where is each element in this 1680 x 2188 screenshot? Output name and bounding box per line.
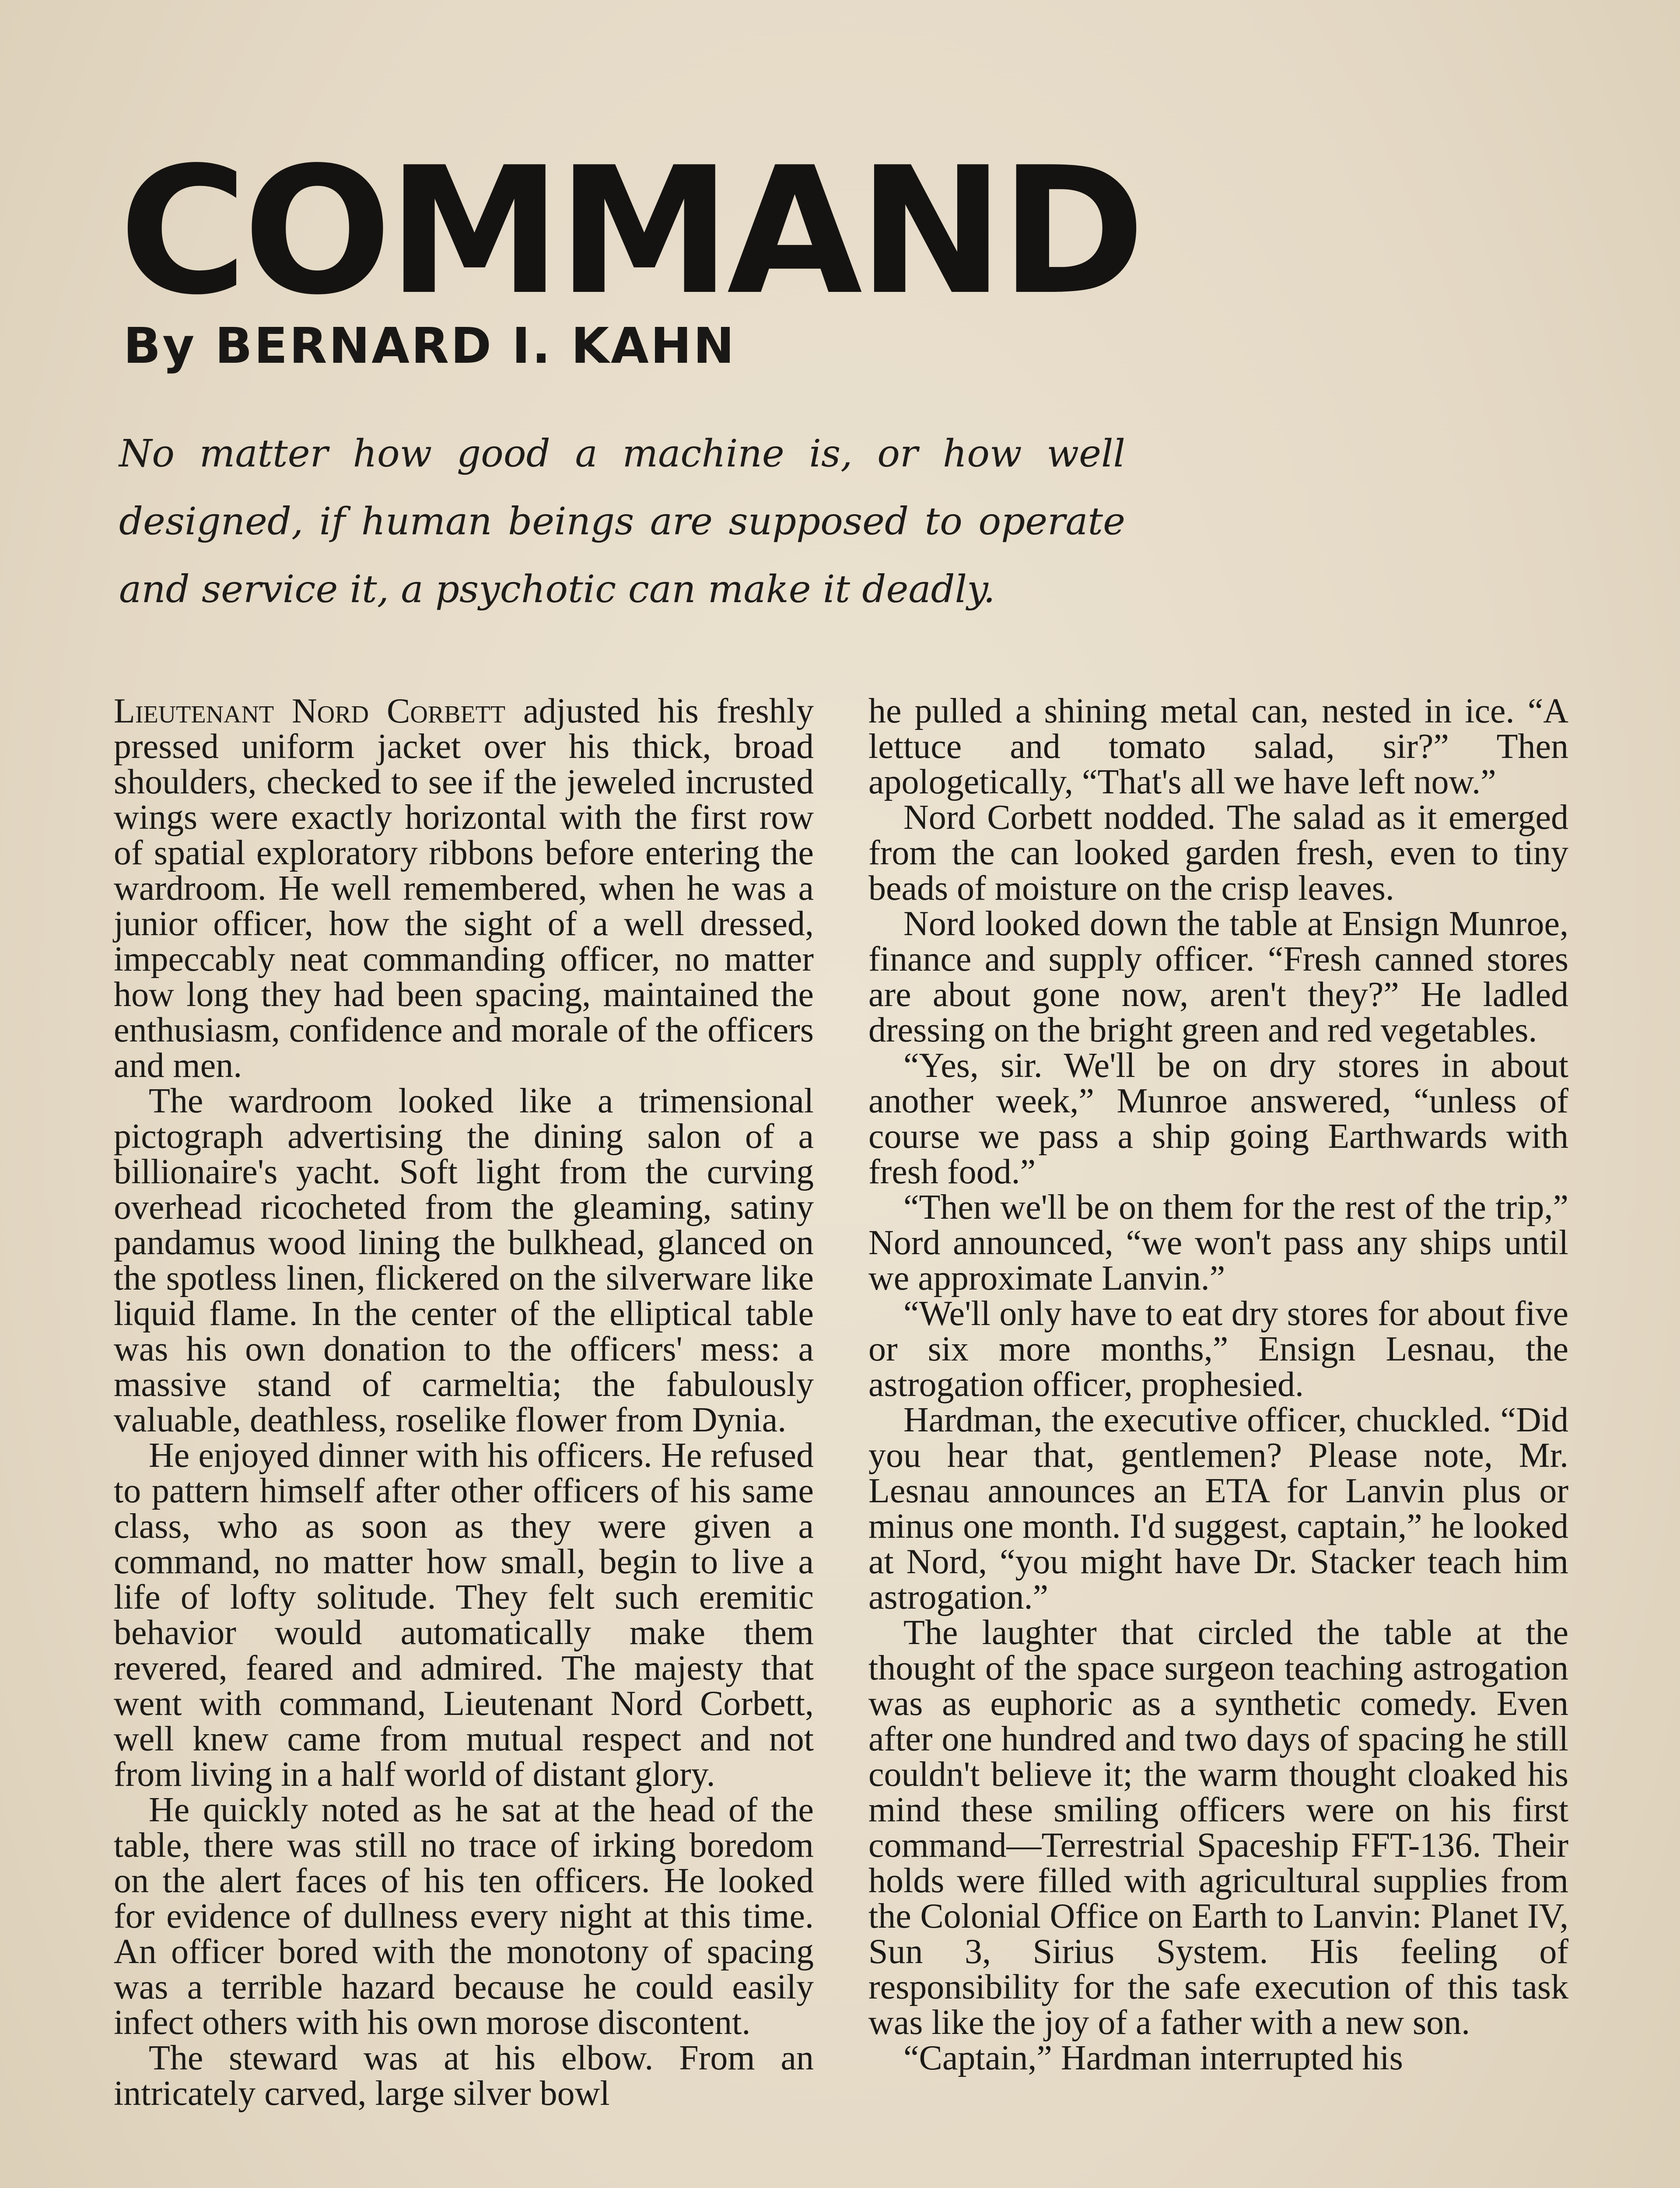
paragraph: Nord Corbett nodded. The salad as it emerged from the can looked garden fresh, even to tiny beads of moisture on the crisp leaves. [868, 798, 1568, 908]
paragraph: The laughter that circled the table at the thought of the space surgeon teaching astrogation was as euphoric as a synthetic comedy. Even after one hundred and two days of spacing he still couldn't believe it; the warm thought cloaked his mind these smiling officers were on his first command—Terrestrial Spaceship FFT-136. Their holds were filled with agricultural supplies from the Colonial Office on Earth to Lanvin: Planet IV, Sun 3, Sirius System. His feeling of responsibility for the safe execution of this task was like the joy of a father with a new son. [868, 1613, 1568, 2042]
paragraph: “Captain,” Hardman interrupted his [903, 2039, 1403, 2077]
paragraph: The wardroom looked like a trimensional pictograph advertising the dining salon of a billionaire's yacht. Soft light from the curving overhead ricocheted from the gleaming, satiny pandamus wood lining the bulkhead, glanced on the spotless linen, flickered on the silverware like liquid flame. In the center of the elliptical table was his own donation to the officers' mess: a massive stand of carmeltia; the fabulously valuable, deathless, roselike flower from Dynia. [114, 1082, 814, 1439]
paragraph: “Then we'll be on them for the rest of the trip,” Nord announced, “we won't pass any ships until we approximate Lanvin.” [868, 1188, 1568, 1297]
paragraph-text: adjusted his freshly pressed uniform jacket over his thick, broad shoulders, checked to see if the jeweled incrusted wings were exactly horizontal with the first row of spatial exploratory ribbons before entering the wardroom. He well remembered, when he was a junior officer, how the sight of a well dressed, impeccably neat commanding officer, no matter how long they had been spacing, maintained the enthusiasm, confidence and morale of the officers and men. [114, 692, 814, 1085]
paragraph: He enjoyed dinner with his officers. He refused to pattern himself after other officers of his same class, who as soon as they were given a command, no matter how small, begin to live a life of lofty solitude. They felt such eremitic behavior would automatically make them revered, feared and admired. The majesty that went with command, Lieutenant Nord Corbett, well knew came from mutual respect and not from living in a half world of distant glory. [114, 1436, 814, 1794]
author-byline: By BERNARD I. KAHN [123, 318, 736, 375]
paragraph [114, 694, 814, 1083]
lead-in-smallcaps: Lieutenant Nord Corbett [114, 692, 506, 730]
paragraph: He quickly noted as he sat at the head of the table, there was still no trace of irking boredom on the alert faces of his ten officers. He looked for evidence of dullness every night at this time. An officer bored with the monotony of spacing was a terrible hazard because he could easily infect others with his own morose discontent. [114, 1791, 814, 2042]
paragraph: “Yes, sir. We'll be on dry stores in about another week,” Munroe answered, “unless of course we pass a ship going Earthwards with fresh food.” [868, 1046, 1568, 1191]
paragraph: The steward was at his elbow. From an intricately carved, large silver bowl [114, 2039, 814, 2113]
paragraph: he pulled a shining metal can, nested in ice. “A lettuce and tomato salad, sir?” Then apologetically, “That's all we have left now.” [868, 692, 1568, 801]
paragraph: Hardman, the executive officer, chuckled. “Did you hear that, gentlemen? Please note, Mr. Lesnau announces an ETA for Lanvin plus or minus one month. I'd suggest, captain,” he looked at Nord, “you might have Dr. Stacker teach him astrogation.” [868, 1401, 1568, 1616]
text-column-left [114, 694, 814, 2111]
paragraph: Nord looked down the table at Ensign Munroe, finance and supply officer. “Fresh canned stores are about gone now, aren't they?” He ladled dressing on the bright green and red vegetables. [868, 905, 1568, 1049]
story-blurb: No matter how good a machine is, or how well designed, if human beings are supposed to operate and service it, a psychotic can make it deadly. [119, 432, 1125, 611]
story-title: COMMAND [119, 130, 1141, 333]
text-column-right [868, 694, 1568, 2076]
paragraph: “We'll only have to eat dry stores for about five or six more months,” Ensign Lesnau, the astrogation officer, prophesied. [868, 1294, 1568, 1404]
